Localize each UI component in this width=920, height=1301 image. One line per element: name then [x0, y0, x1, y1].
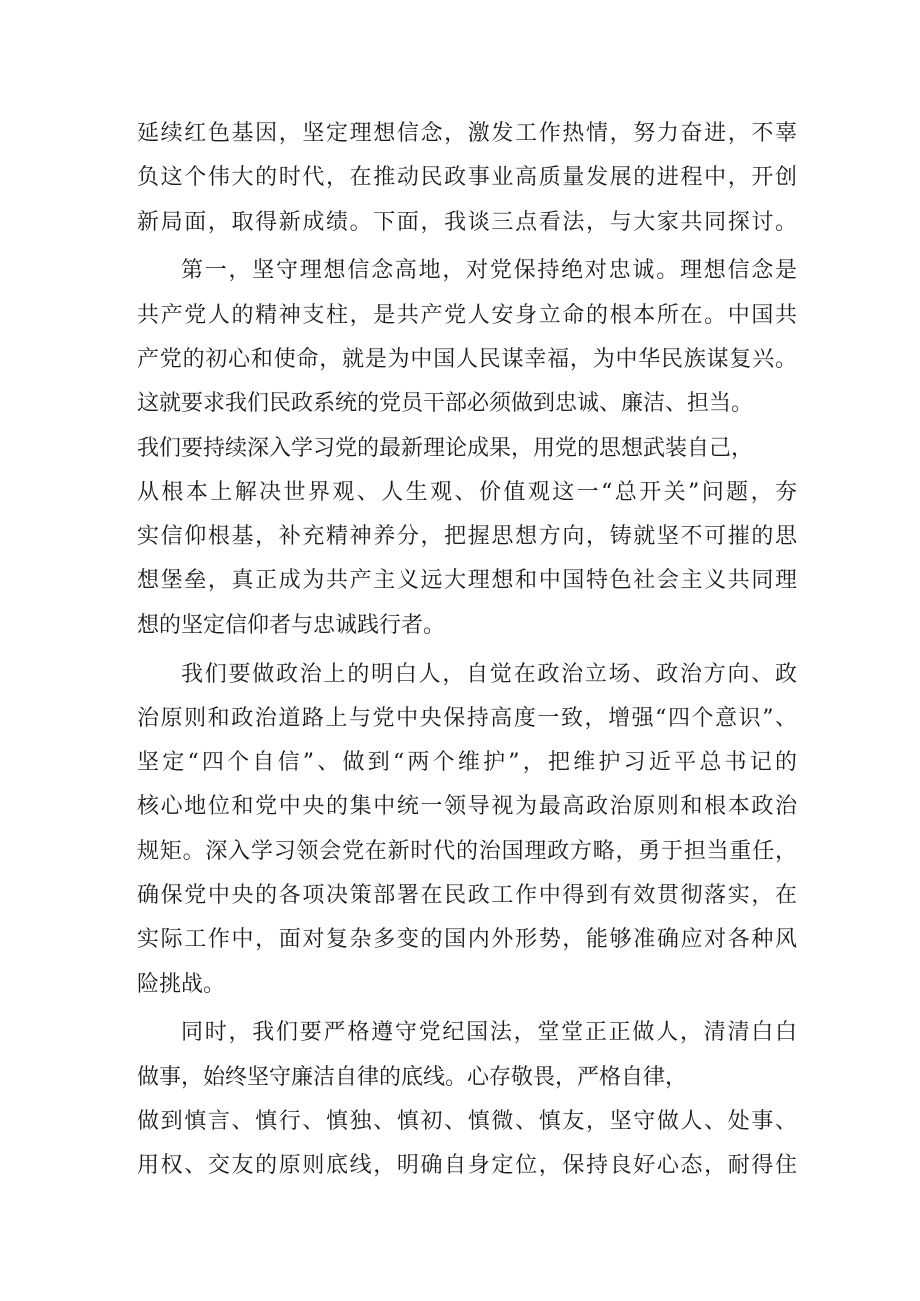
text-line: 治原则和政治道路上与党中央保持高度一致，增强“四个意识”、 [137, 705, 797, 731]
text-line: 从根本上解决世界观、人生观、价值观这一“总开关”问题，夯 [137, 479, 797, 505]
text-line: 险挑战。 [137, 971, 226, 997]
text-line: 想的坚定信仰者与忠诚践行者。 [137, 612, 446, 638]
text-line: 同时，我们要严格遵守党纪国法，堂堂正正做人，清清白白 [181, 1020, 797, 1046]
paragraph [137, 112, 797, 245]
text-line: 我们要做政治上的明白人，自觉在政治立场、政治方向、政 [181, 661, 797, 687]
text-line: 用权、交友的原则底线，明确自身定位，保持良好心态，耐得住 [137, 1153, 797, 1179]
text-line: 做到慎言、慎行、慎独、慎初、慎微、慎友，坚守做人、处事、 [137, 1109, 797, 1135]
text-line: 共产党人的精神支柱，是共产党人安身立命的根本所在。中国共 [137, 302, 797, 328]
text-line: 规矩。深入学习领会党在新时代的治国理政方略，勇于担当重任， [137, 838, 797, 864]
text-line: 实信仰根基，补充精神养分，把握思想方向，铸就坚不可摧的思 [137, 524, 797, 550]
text-line: 负这个伟大的时代，在推动民政事业高质量发展的进程中，开创 [137, 165, 797, 191]
text-line: 我们要持续深入学习党的最新理论成果，用党的思想武装自己， [137, 435, 754, 461]
text-line: 想堡垒，真正成为共产主义远大理想和中国特色社会主义共同理 [137, 568, 797, 594]
text-line: 实际工作中，面对复杂多变的国内外形势，能够准确应对各种风 [137, 927, 797, 953]
paragraph [137, 1011, 797, 1188]
paragraph [137, 249, 797, 648]
text-line: 第一，坚守理想信念高地，对党保持绝对忠诚。理想信念是 [181, 258, 797, 284]
paragraph [137, 653, 797, 1007]
text-line: 确保党中央的各项决策部署在民政工作中得到有效贯彻落实，在 [137, 883, 797, 909]
text-line: 新局面，取得新成绩。下面，我谈三点看法，与大家共同探讨。 [137, 209, 797, 235]
text-line: 坚定“四个自信”、做到“两个维护”，把维护习近平总书记的 [137, 750, 797, 776]
text-line: 核心地位和党中央的集中统一领导视为最高政治原则和根本政治 [137, 794, 797, 820]
text-line: 延续红色基因，坚定理想信念，激发工作热情，努力奋进，不辜 [137, 121, 797, 146]
document-body [137, 112, 797, 1189]
text-line: 产党的初心和使命，就是为中国人民谋幸福，为中华民族谋复兴。 [137, 346, 797, 372]
text-line: 做事，始终坚守廉洁自律的底线。心存敬畏，严格自律， [137, 1064, 688, 1090]
text-line: 这就要求我们民政系统的党员干部必须做到忠诚、廉洁、担当。 [137, 391, 754, 417]
